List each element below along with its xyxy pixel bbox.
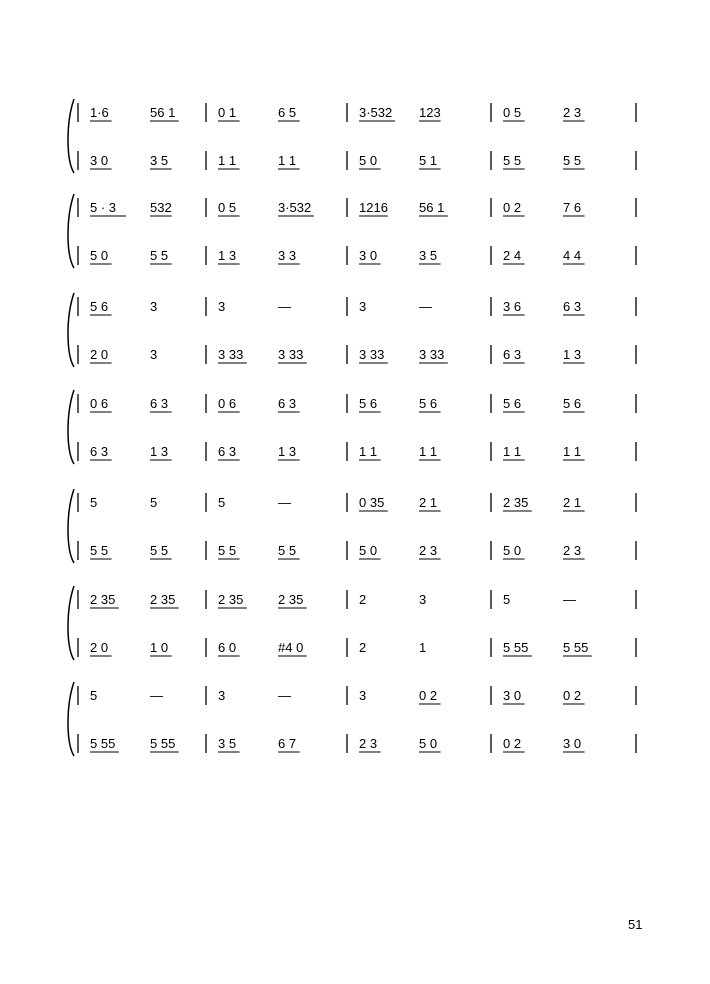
note-group: 0 35 [359, 495, 385, 510]
note-group: 5 0 [419, 736, 438, 751]
note-group: 3·532 [278, 200, 312, 215]
note-group: 5 [150, 495, 158, 510]
note-group: 6 3 [278, 396, 297, 411]
note-group: 6 5 [278, 105, 297, 120]
note-group: 2 3 [359, 736, 378, 751]
note-group: 3 0 [563, 736, 582, 751]
note-group: 6 3 [218, 444, 237, 459]
note-group: — [278, 299, 291, 314]
note-group: 2 35 [218, 592, 244, 607]
note-group: 3 5 [419, 248, 438, 263]
note-group: 2 35 [278, 592, 304, 607]
note-group: 5 0 [503, 543, 522, 558]
note-group: 6 3 [150, 396, 169, 411]
note-group: — [150, 688, 163, 703]
note-group: 123 [419, 105, 441, 120]
note-group: #4 0 [278, 640, 304, 655]
note-group: 1 1 [359, 444, 378, 459]
note-group: 5 55 [150, 736, 176, 751]
note-group: 5 6 [419, 396, 438, 411]
note-group: 6 3 [503, 347, 522, 362]
note-group: 0 2 [503, 200, 522, 215]
system-brace [68, 682, 74, 756]
note-group: 5 6 [563, 396, 582, 411]
note-group: 0 1 [218, 105, 237, 120]
note-group: 5 [218, 495, 226, 510]
note-group: 2 [359, 592, 367, 607]
note-group: 3 5 [150, 153, 169, 168]
system-brace [68, 390, 74, 464]
note-group: 3 [419, 592, 427, 607]
note-group: 2 35 [503, 495, 529, 510]
note-group: 5 5 [563, 153, 582, 168]
note-group: 5 5 [218, 543, 237, 558]
note-group: 1·6 [90, 105, 109, 120]
note-group: 5 6 [359, 396, 378, 411]
note-group: 3 33 [218, 347, 244, 362]
note-group: 2 0 [90, 347, 109, 362]
note-group: 1 1 [563, 444, 582, 459]
note-group: 2 4 [503, 248, 522, 263]
note-group: 7 6 [563, 200, 582, 215]
note-group: 3 5 [218, 736, 237, 751]
note-group: — [563, 592, 576, 607]
note-group: 56 1 [150, 105, 176, 120]
note-group: 1 3 [563, 347, 582, 362]
note-group: 5 5 [150, 543, 169, 558]
note-group: 5 5 [90, 543, 109, 558]
note-group: 3 [150, 347, 158, 362]
note-group: 3 0 [503, 688, 522, 703]
note-group: 5 0 [359, 543, 378, 558]
note-group: 0 5 [218, 200, 237, 215]
note-group: 1 1 [503, 444, 522, 459]
note-group: 1 [419, 640, 427, 655]
note-group: 3 0 [359, 248, 378, 263]
note-group: 3 6 [503, 299, 522, 314]
note-group: 3 [218, 688, 226, 703]
note-group: 6 3 [563, 299, 582, 314]
note-group: 3 [359, 299, 367, 314]
note-group: 3 33 [419, 347, 445, 362]
note-group: 4 4 [563, 248, 582, 263]
note-group: 3·532 [359, 105, 393, 120]
note-group: 5 0 [359, 153, 378, 168]
note-group: 56 1 [419, 200, 445, 215]
note-group: 6 7 [278, 736, 297, 751]
note-group: 5 [90, 688, 98, 703]
note-group: — [278, 495, 291, 510]
note-group: 5 5 [278, 543, 297, 558]
note-group: 1 3 [278, 444, 297, 459]
note-group: 1 0 [150, 640, 169, 655]
note-group: 1 1 [218, 153, 237, 168]
note-group: 532 [150, 200, 172, 215]
note-group: 2 35 [150, 592, 176, 607]
system-brace [68, 489, 74, 563]
note-group: 0 2 [563, 688, 582, 703]
note-group: 5 6 [503, 396, 522, 411]
note-group: 1 3 [218, 248, 237, 263]
note-group: 5 6 [90, 299, 109, 314]
note-group: 5 5 [503, 153, 522, 168]
note-group: 3 [359, 688, 367, 703]
note-group: 5 55 [90, 736, 116, 751]
note-group: 5 · 3 [90, 200, 117, 215]
note-group: 3 [150, 299, 158, 314]
note-group: 5 1 [419, 153, 438, 168]
note-group: 5 [503, 592, 511, 607]
note-group: 5 55 [563, 640, 589, 655]
note-group: 5 [90, 495, 98, 510]
note-group: 0 2 [419, 688, 438, 703]
system-brace [68, 99, 74, 173]
note-group: 0 6 [90, 396, 109, 411]
note-group: 2 1 [563, 495, 582, 510]
page-number: 51 [628, 917, 643, 932]
note-group: 6 3 [90, 444, 109, 459]
system-brace [68, 194, 74, 268]
note-group: — [278, 688, 291, 703]
note-group: 2 35 [90, 592, 116, 607]
note-group: 0 6 [218, 396, 237, 411]
note-group: 1 1 [419, 444, 438, 459]
note-group: 5 55 [503, 640, 529, 655]
note-group: 2 1 [419, 495, 438, 510]
note-group: 5 0 [90, 248, 109, 263]
note-group: 5 5 [150, 248, 169, 263]
note-group: 1 1 [278, 153, 297, 168]
note-group: 3 33 [278, 347, 304, 362]
system-brace [68, 293, 74, 367]
note-group: 2 [359, 640, 367, 655]
note-group: 3 0 [90, 153, 109, 168]
note-group: 1 3 [150, 444, 169, 459]
note-group: — [419, 299, 432, 314]
note-group: 2 0 [90, 640, 109, 655]
note-group: 2 3 [563, 105, 582, 120]
note-group: 3 33 [359, 347, 385, 362]
system-brace [68, 586, 74, 660]
note-group: 1216 [359, 200, 388, 215]
note-group: 3 [218, 299, 226, 314]
note-group: 0 2 [503, 736, 522, 751]
note-group: 2 3 [419, 543, 438, 558]
note-group: 3 3 [278, 248, 297, 263]
note-group: 2 3 [563, 543, 582, 558]
note-group: 0 5 [503, 105, 522, 120]
note-group: 6 0 [218, 640, 237, 655]
